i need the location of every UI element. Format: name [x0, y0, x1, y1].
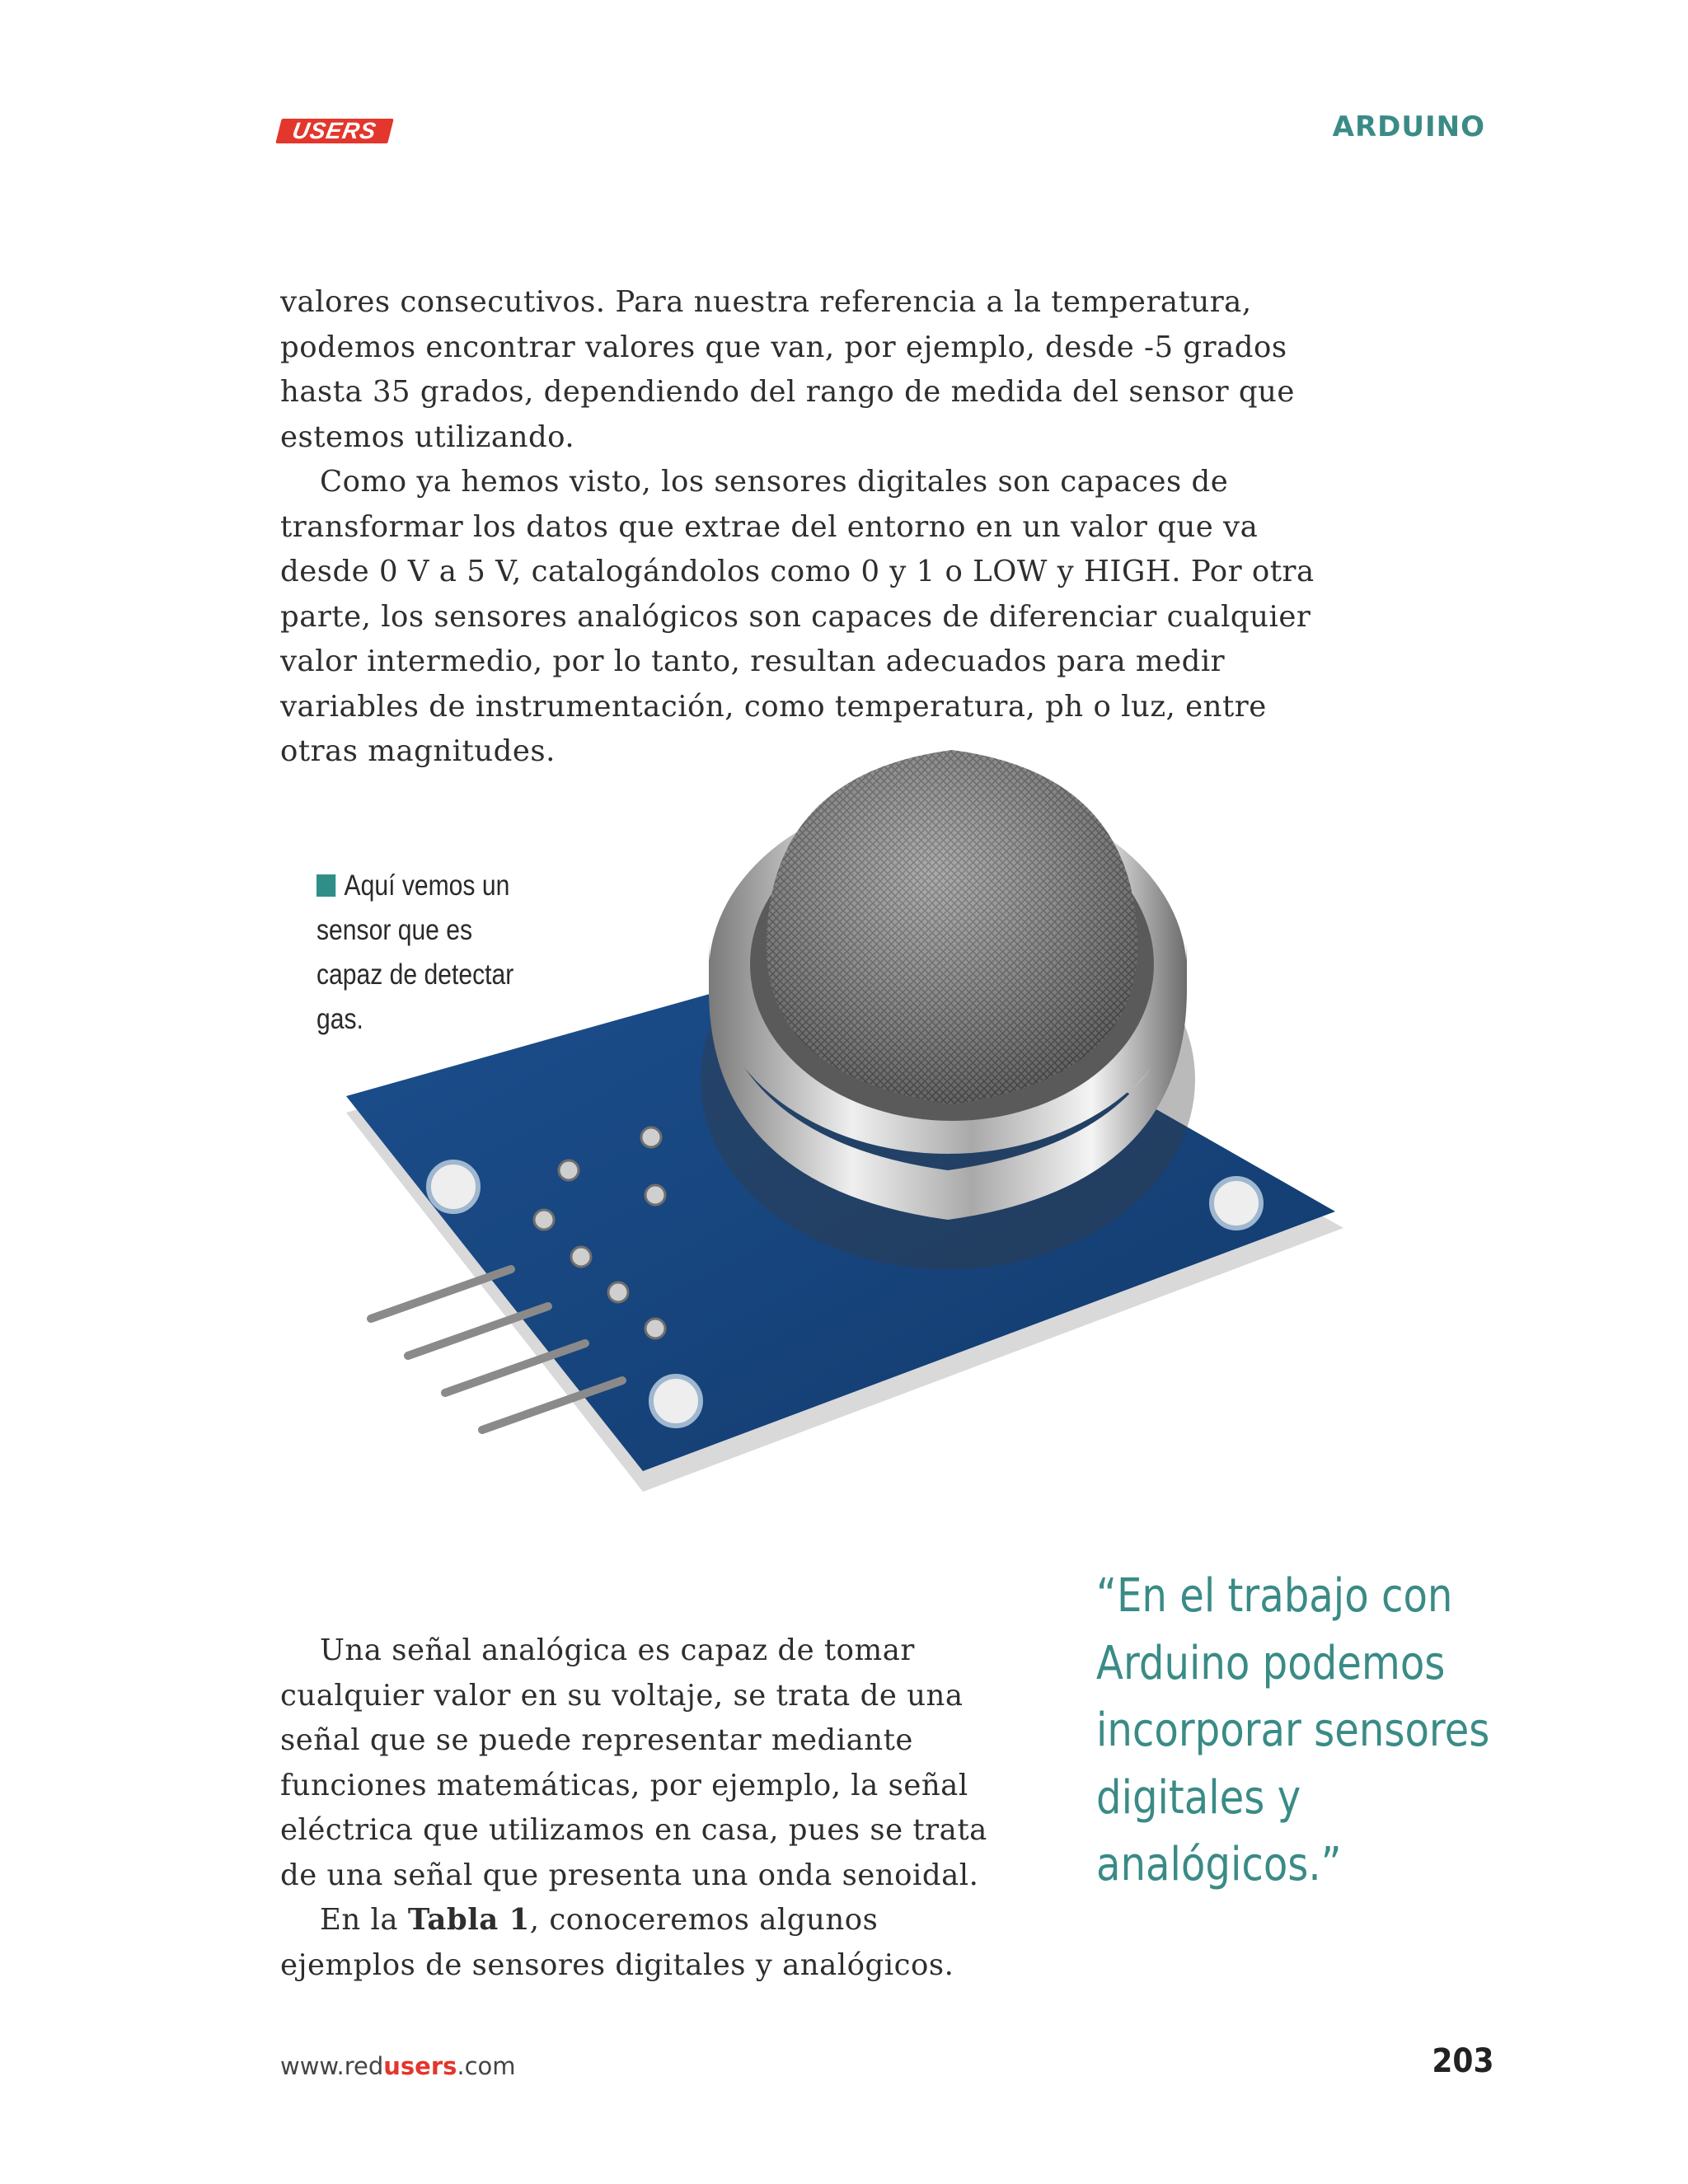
solder-pad — [645, 1185, 665, 1205]
paragraph: Una señal analógica es capaz de tomar cualquier valor en su voltaje, se trata de una señal que se puede representar mediante funciones matemáticas, por ejemplo, la señal eléctrica que utilizamos en casa, pues se trata de una señal que presenta una onda senoidal. — [280, 1633, 987, 1892]
solder-pad — [571, 1247, 591, 1267]
brand-logo-text: USERS — [290, 118, 379, 143]
bottom-body-text — [280, 1629, 1006, 1988]
paragraph: Como ya hemos visto, los sensores digitales son capaces de transformar los datos que extrae del entorno en un valor que va desde 0 V a 5 V, catalogándolos como 0 y 1 o LOW y HIGH. Por otra parte, los sensores analógicos son capaces de diferenciar cualquier valor intermedio, por lo tanto, resultan adecuados para medir variables de instrumentación, como temperatura, ph o luz, entre otras magnitudes. — [280, 465, 1315, 768]
solder-pad — [641, 1127, 661, 1147]
gas-sensor-photo — [346, 725, 1385, 1574]
paragraph-text: En la — [320, 1903, 408, 1937]
pull-quote: “En el trabajo con Arduino podemos incorporar sensores digitales y analógicos.” — [1096, 1569, 1490, 1891]
solder-pad — [645, 1319, 665, 1338]
top-body-text — [280, 280, 1352, 775]
paragraph: valores consecutivos. Para nuestra referencia a la temperatura, podemos encontrar valores que van, por ejemplo, desde -5 grados hasta 35 grados, dependiendo del rango de medida del sensor que estemos utilizando. — [280, 285, 1295, 454]
mount-hole — [651, 1376, 701, 1426]
paragraph-text: , conoceremos algunos ejemplos de sensores digitales y analógicos. — [280, 1903, 954, 1982]
footer-url-suffix: .com — [457, 2052, 516, 2080]
footer-url — [280, 2052, 516, 2080]
gas-sensor-dome — [701, 750, 1195, 1269]
footer-url-prefix: www.red — [280, 2052, 384, 2080]
page-number: 203 — [1431, 2042, 1493, 2080]
caption-bullet-icon — [316, 874, 335, 897]
paragraph — [280, 1898, 1006, 1988]
footer-url-highlight: users — [383, 2052, 457, 2080]
table-reference: Tabla 1 — [407, 1903, 530, 1937]
mount-hole — [1212, 1179, 1261, 1228]
caption-text: Aquí vemos un sensor que es capaz de detectar gas. — [316, 869, 514, 1035]
brand-logo — [275, 119, 393, 143]
solder-pad — [534, 1210, 554, 1230]
section-title: ARDUINO — [1332, 110, 1485, 143]
solder-pad — [608, 1282, 628, 1302]
solder-pad — [559, 1160, 579, 1180]
mount-hole — [429, 1162, 478, 1212]
